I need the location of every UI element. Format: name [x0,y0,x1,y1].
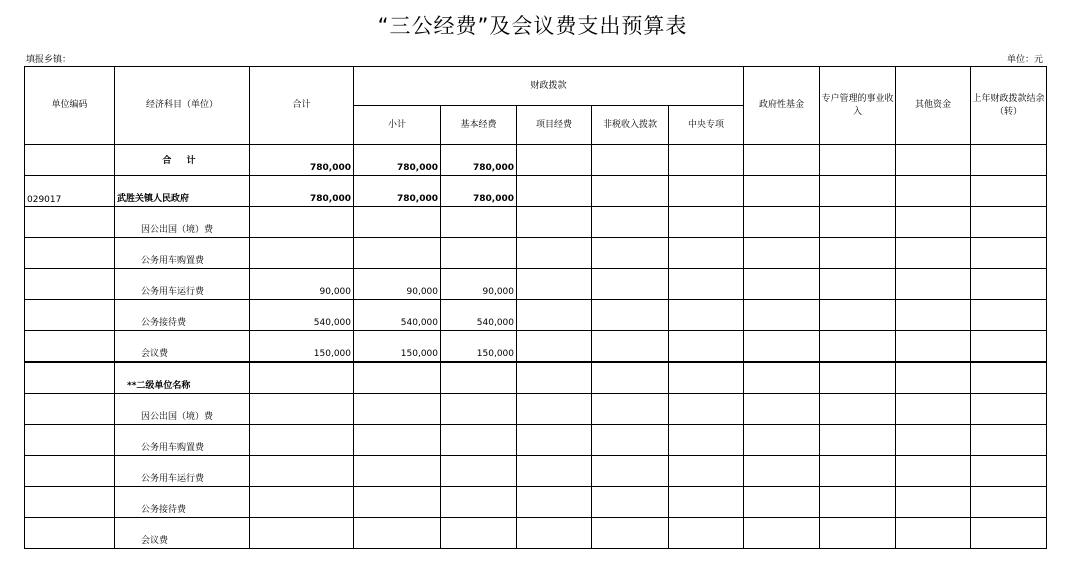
subtotal-cell [354,425,441,456]
empty-cell [517,238,592,269]
unit-code-cell [25,362,115,394]
empty-cell [896,362,971,394]
empty-cell [896,518,971,549]
basic-expense-cell: 780,000 [441,176,517,207]
econ-subject-cell: 公务用车购置费 [115,425,250,456]
empty-cell [896,176,971,207]
empty-cell [820,425,896,456]
empty-cell [592,456,669,487]
empty-cell [592,207,669,238]
empty-cell [669,456,744,487]
empty-cell [744,207,820,238]
header-fiscal-grant: 财政拨款 [354,67,744,106]
empty-cell [517,300,592,331]
empty-cell [744,362,820,394]
table-row [25,362,1047,394]
table-row [25,269,1047,300]
basic-expense-cell [441,518,517,549]
basic-expense-cell: 150,000 [441,331,517,363]
empty-cell [820,176,896,207]
table-row [25,176,1047,207]
table-row [25,425,1047,456]
basic-expense-cell [441,456,517,487]
basic-expense-cell: 540,000 [441,300,517,331]
empty-cell [592,176,669,207]
empty-cell [669,269,744,300]
empty-cell [517,425,592,456]
empty-cell [744,145,820,176]
empty-cell [820,362,896,394]
unit-code-cell [25,269,115,300]
empty-cell [971,456,1047,487]
table-row [25,300,1047,331]
econ-subject-cell: 公务用车购置费 [115,238,250,269]
header-row-1 [25,67,1047,106]
header-econ-subject: 经济科目（单位） [115,67,250,145]
empty-cell [669,331,744,363]
econ-subject-cell: 公务用车运行费 [115,269,250,300]
table-row [25,238,1047,269]
econ-subject-cell: 会议费 [115,518,250,549]
total-cell: 780,000 [250,176,354,207]
empty-cell [820,145,896,176]
total-cell: 540,000 [250,300,354,331]
subtotal-cell: 90,000 [354,269,441,300]
empty-cell [820,394,896,425]
econ-subject-cell: 会议费 [115,331,250,363]
subtotal-cell [354,238,441,269]
basic-expense-cell [441,425,517,456]
subtotal-cell: 780,000 [354,145,441,176]
total-cell [250,238,354,269]
empty-cell [669,518,744,549]
subtotal-cell [354,394,441,425]
header-last-year-balance: 上年财政拨款结余（转） [971,67,1047,145]
basic-expense-cell [441,207,517,238]
empty-cell [820,331,896,363]
fill-unit-label: 填报乡镇： [26,55,72,65]
header-unit-code: 单位编码 [25,67,115,145]
basic-expense-cell [441,362,517,394]
table-row [25,145,1047,176]
empty-cell [744,518,820,549]
empty-cell [971,238,1047,269]
basic-expense-cell [441,394,517,425]
budget-table [24,66,1047,549]
empty-cell [820,487,896,518]
empty-cell [517,518,592,549]
header-other-funds: 其他资金 [896,67,971,145]
header-special-account-income: 专户管理的事业收入 [820,67,896,145]
empty-cell [517,207,592,238]
header-project-expense: 项目经费 [517,106,592,145]
empty-cell [820,269,896,300]
empty-cell [971,300,1047,331]
empty-cell [971,207,1047,238]
unit-code-cell [25,300,115,331]
empty-cell [971,394,1047,425]
empty-cell [592,145,669,176]
empty-cell [517,269,592,300]
empty-cell [744,487,820,518]
unit-label: 单位：元 [1006,55,1043,65]
econ-subject-cell: 合 计 [115,145,250,176]
total-cell [250,207,354,238]
total-cell: 90,000 [250,269,354,300]
subtotal-cell: 540,000 [354,300,441,331]
empty-cell [592,362,669,394]
unit-code-cell [25,331,115,363]
page-title: “三公经费”及会议费支出预算表 [377,14,688,38]
total-cell [250,487,354,518]
basic-expense-cell: 780,000 [441,145,517,176]
empty-cell [744,456,820,487]
empty-cell [896,207,971,238]
empty-cell [896,425,971,456]
empty-cell [971,331,1047,363]
empty-cell [592,269,669,300]
empty-cell [744,331,820,363]
unit-code-cell [25,145,115,176]
econ-subject-cell: 武胜关镇人民政府 [115,176,250,207]
subtotal-cell [354,487,441,518]
total-cell [250,425,354,456]
empty-cell [744,238,820,269]
empty-cell [744,425,820,456]
empty-cell [896,394,971,425]
empty-cell [820,207,896,238]
empty-cell [592,238,669,269]
empty-cell [896,145,971,176]
total-cell: 150,000 [250,331,354,363]
empty-cell [669,176,744,207]
total-cell [250,362,354,394]
header-subtotal: 小计 [354,106,441,145]
empty-cell [744,394,820,425]
header-basic-expense: 基本经费 [441,106,517,145]
empty-cell [744,300,820,331]
econ-subject-cell: **二级单位名称 [115,362,250,394]
unit-code-cell [25,394,115,425]
empty-cell [669,145,744,176]
table-row [25,456,1047,487]
total-cell [250,456,354,487]
empty-cell [592,394,669,425]
empty-cell [971,518,1047,549]
empty-cell [896,238,971,269]
empty-cell [820,518,896,549]
header-nontax-grant: 非税收入拨款 [592,106,669,145]
empty-cell [669,487,744,518]
empty-cell [744,269,820,300]
empty-cell [971,362,1047,394]
empty-cell [592,331,669,363]
subtotal-cell: 780,000 [354,176,441,207]
empty-cell [971,269,1047,300]
header-total: 合计 [250,67,354,145]
subtotal-cell [354,207,441,238]
basic-expense-cell [441,487,517,518]
empty-cell [517,456,592,487]
basic-expense-cell [441,238,517,269]
econ-subject-cell: 因公出国（境）费 [115,394,250,425]
table-row [25,518,1047,549]
empty-cell [971,176,1047,207]
empty-cell [820,456,896,487]
econ-subject-cell: 公务用车运行费 [115,456,250,487]
econ-subject-cell: 公务接待费 [115,487,250,518]
empty-cell [971,487,1047,518]
empty-cell [820,238,896,269]
subtotal-cell [354,518,441,549]
unit-code-cell [25,207,115,238]
table-row [25,487,1047,518]
empty-cell [896,487,971,518]
empty-cell [820,300,896,331]
unit-code-cell: 029017 [25,176,115,207]
unit-code-cell [25,518,115,549]
empty-cell [517,145,592,176]
total-cell [250,518,354,549]
empty-cell [669,207,744,238]
empty-cell [517,331,592,363]
empty-cell [896,300,971,331]
basic-expense-cell: 90,000 [441,269,517,300]
empty-cell [669,394,744,425]
econ-subject-cell: 公务接待费 [115,300,250,331]
empty-cell [517,394,592,425]
empty-cell [592,300,669,331]
empty-cell [517,362,592,394]
empty-cell [896,269,971,300]
empty-cell [971,145,1047,176]
empty-cell [517,176,592,207]
subtotal-cell [354,362,441,394]
header-central-special: 中央专项 [669,106,744,145]
empty-cell [669,238,744,269]
header-gov-fund: 政府性基金 [744,67,820,145]
subtotal-cell: 150,000 [354,331,441,363]
empty-cell [592,425,669,456]
empty-cell [592,487,669,518]
empty-cell [896,331,971,363]
unit-code-cell [25,238,115,269]
unit-code-cell [25,456,115,487]
empty-cell [896,456,971,487]
unit-code-cell [25,487,115,518]
empty-cell [669,362,744,394]
empty-cell [592,518,669,549]
empty-cell [669,300,744,331]
empty-cell [971,425,1047,456]
subtotal-cell [354,456,441,487]
unit-code-cell [25,425,115,456]
table-row [25,394,1047,425]
empty-cell [517,487,592,518]
total-cell [250,394,354,425]
table-row [25,207,1047,238]
total-cell: 780,000 [250,145,354,176]
empty-cell [669,425,744,456]
table-row [25,331,1047,363]
empty-cell [744,176,820,207]
econ-subject-cell: 因公出国（境）费 [115,207,250,238]
